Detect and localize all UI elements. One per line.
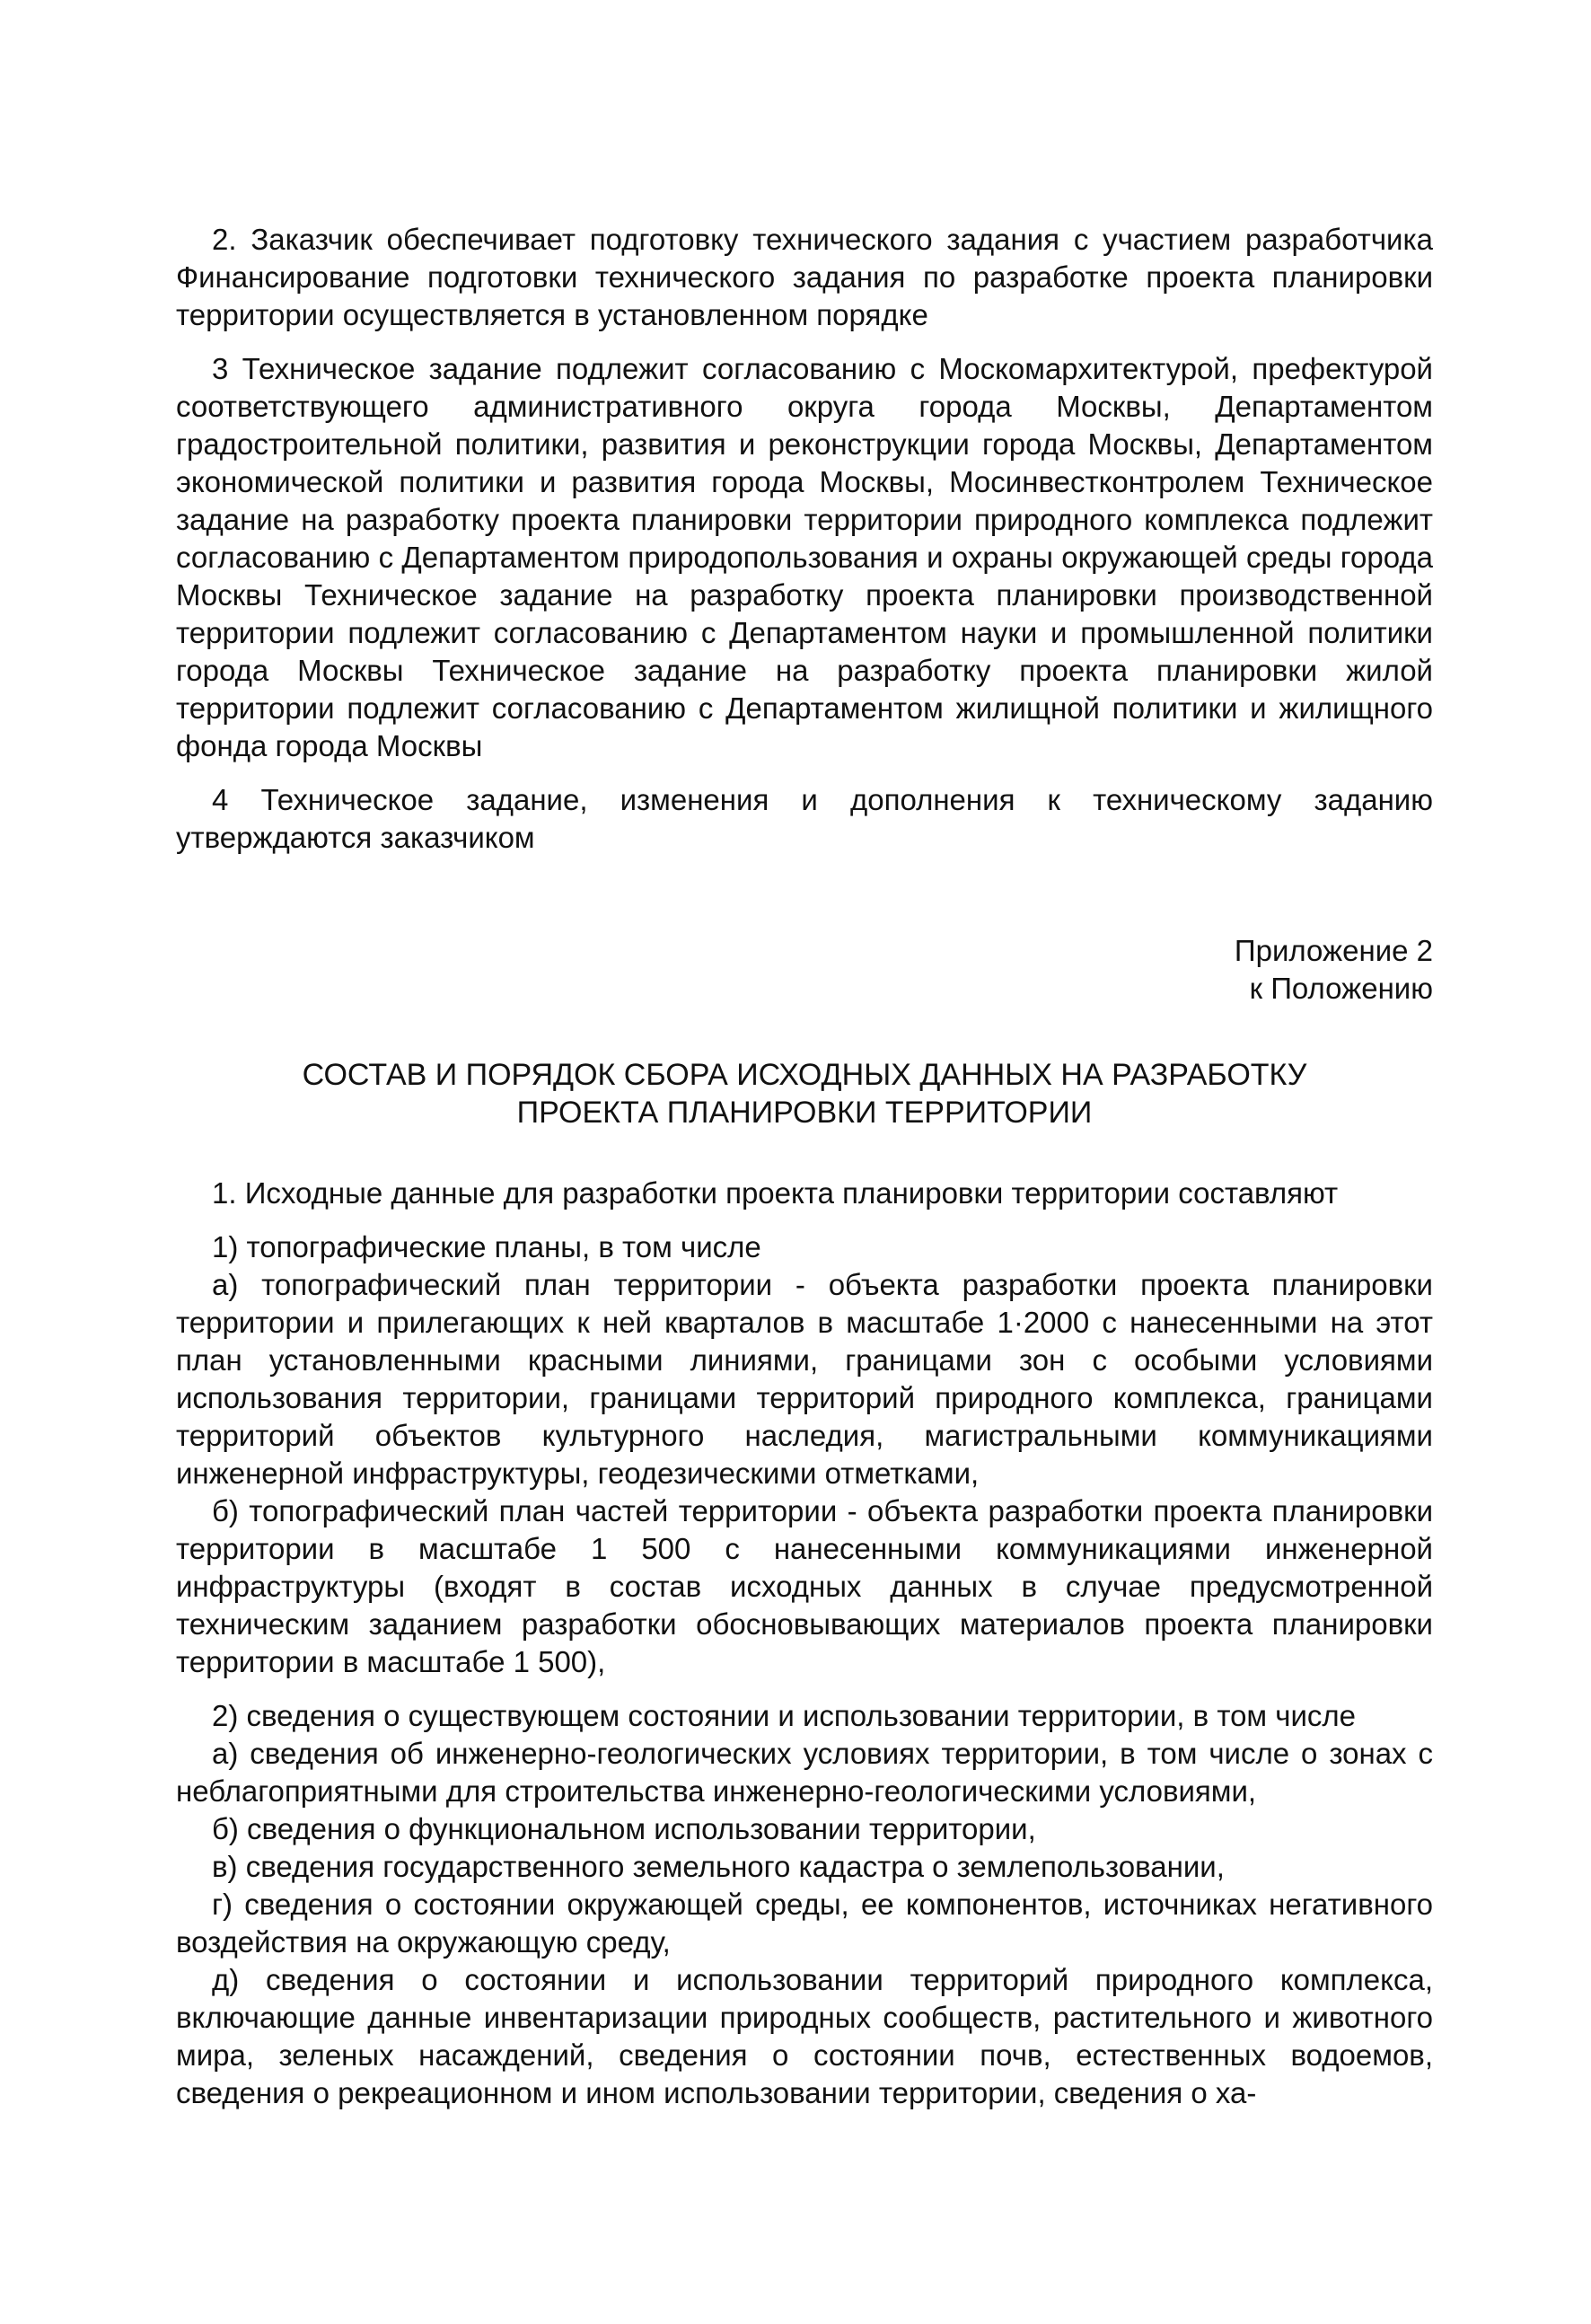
list-item-1-2-g: г) сведения о состоянии окружающей среды, ее компонентов, источниках негативного воздействия на окружающую среду, (176, 1888, 1433, 1959)
list-item-1-2-v: в) сведения государственного земельного кадастра о землепользовании, (212, 1850, 1225, 1883)
list-item-1-2-d: д) сведения о состоянии и использовании территорий природного комплекса, включающие данные инвентаризации природных сообществ, растительного и животного мира, зеленых насаждений, сведения о состоянии почв, естественных водоемов, сведения о рекреационном и ином использовании территории, сведения о ха- (176, 1963, 1433, 2109)
heading-line-2: ПРОЕКТА ПЛАНИРОВКИ ТЕРРИТОРИИ (516, 1096, 1093, 1130)
heading-line-1: СОСТАВ И ПОРЯДОК СБОРА ИСХОДНЫХ ДАННЫХ НА РАЗРАБОТКУ (302, 1058, 1307, 1092)
appendix-line-1: Приложение 2 (1234, 934, 1433, 967)
paragraph-2: 2. Заказчик обеспечивает подготовку технического задания с участием разработчика Финансирование подготовки технического задания по разработке проекта планировки территории осуществляется в установленном порядке (176, 223, 1433, 331)
section-heading (176, 1056, 1433, 1131)
paragraph-4: 4 Техническое задание, изменения и дополнения к техническому заданию утверждаются заказчиком (176, 783, 1433, 854)
page-content (176, 221, 1433, 2112)
list-item-1-2-b: б) сведения о функциональном использовании территории, (212, 1812, 1036, 1845)
list-item-1-2: 2) сведения о существующем состоянии и использовании территории, в том числе (212, 1699, 1357, 1732)
appendix-label (176, 932, 1433, 1008)
list-item-1-2-a: а) сведения об инженерно-геологических условиях территории, в том числе о зонах с неблагоприятными для строительства инженерно-геологическими условиями, (176, 1737, 1433, 1808)
list-item-1-1-b: б) топографический план частей территории - объекта разработки проекта планировки территории в масштабе 1 500 с нанесенными коммуникациями инженерной инфраструктуры (входят в состав исходных данных в случае предусмотренной техническим заданием разработки обосновывающих материалов проекта планировки территории в масштабе 1 500), (176, 1494, 1433, 1678)
list-item-1-1: 1) топографические планы, в том числе (212, 1230, 761, 1263)
paragraph-3: 3 Техническое задание подлежит согласованию с Москомархитектурой, префектурой соответствующего административного округа города Москвы, Департаментом градостроительной политики, развития и реконструкции города Москвы, Департаментом экономической политики и развития города Москвы, Мосинвестконтролем Техническое задание на разработку проекта планировки территории природного комплекса подлежит согласованию с Департаментом природопользования и охраны окружающей среды города Москвы Техническое задание на разработку проекта планировки производственной территории подлежит согласованию с Департаментом науки и промышленной политики города Москвы Техническое задание на разработку проекта планировки жилой территории подлежит согласованию с Департаментом жилищной политики и жилищного фонда города Москвы (176, 352, 1433, 762)
list-item-1-1-a: а) топографический план территории - объекта разработки проекта планировки территории и прилегающих к ней кварталов в масштабе 1·2000 с нанесенными на этот план установленными красными линиями, границами зон с особыми условиями использования территории, границами территорий природного комплекса, границами территорий объектов культурного наследия, магистральными коммуникациями инженерной инфраструктуры, геодезическими отметками, (176, 1268, 1433, 1490)
list-item-1: 1. Исходные данные для разработки проекта планировки территории составляют (212, 1176, 1339, 1210)
appendix-line-2: к Положению (1249, 972, 1433, 1005)
